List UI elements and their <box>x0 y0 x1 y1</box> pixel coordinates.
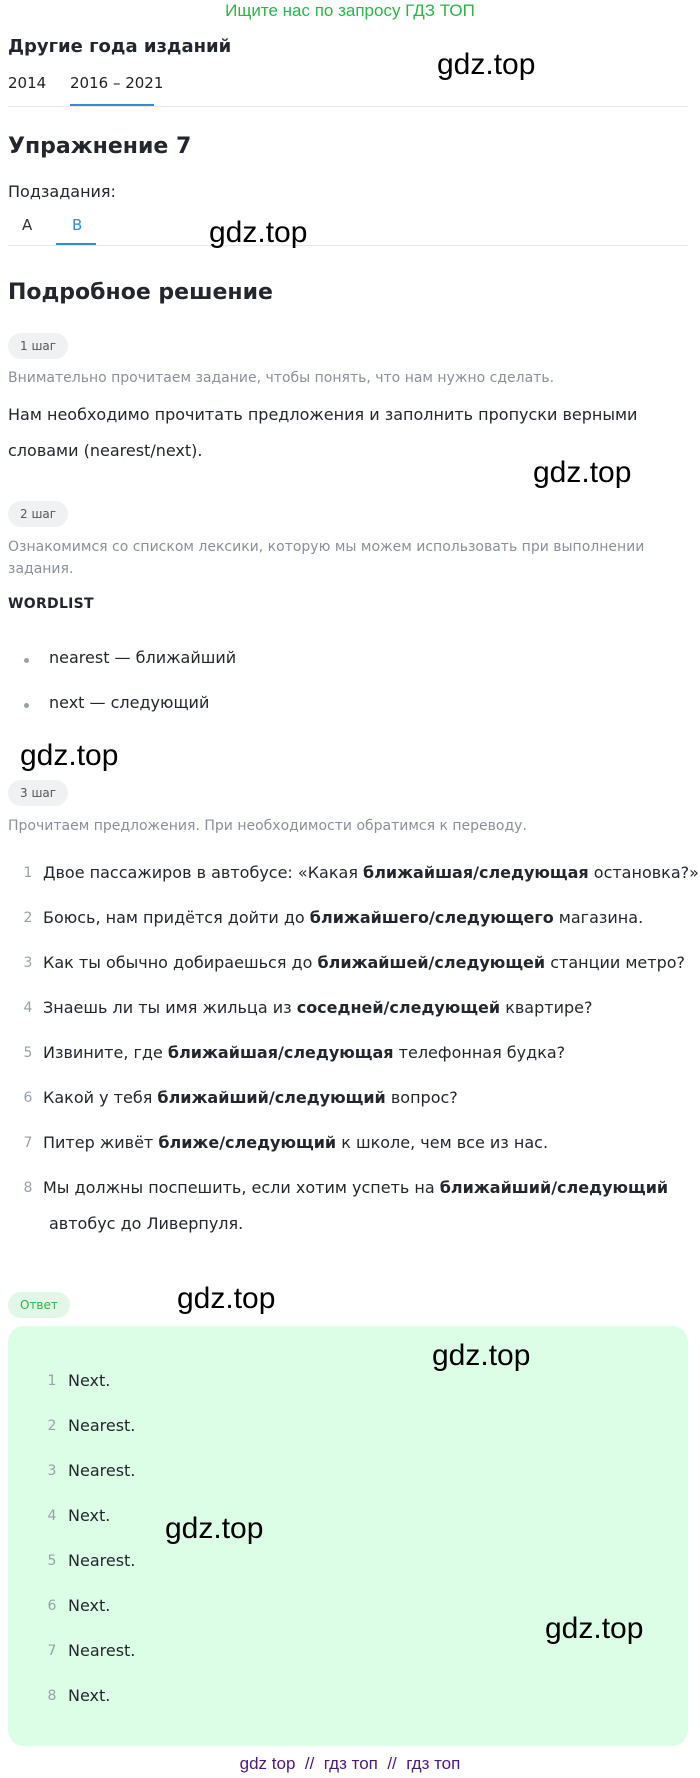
step-1-pill: 1 шаг <box>8 333 68 359</box>
answer-pill: Ответ <box>8 1292 70 1318</box>
search-banner[interactable]: Ищите нас по запросу ГДЗ ТОП <box>225 1 475 20</box>
watermark: gdz.top <box>165 1512 264 1545</box>
sentence-number: 2 <box>23 910 33 926</box>
watermark: gdz.top <box>533 456 632 489</box>
sentence-item: Извините, где ближайшая/следующая телефонная будка? <box>43 1043 566 1062</box>
answer-item: Nearest. <box>68 1551 136 1570</box>
answer-item: Next. <box>68 1506 111 1525</box>
sentence-number: 1 <box>23 865 33 881</box>
bullet-dot <box>24 703 29 708</box>
subtask-tab-b[interactable]: B <box>72 216 83 234</box>
sentence-number: 6 <box>23 1090 33 1106</box>
answer-item: Next. <box>68 1596 111 1615</box>
wordlist-item: next — следующий <box>49 693 210 712</box>
step-3-hint: Прочитаем предложения. При необходимости обратимся к переводу. <box>8 818 527 834</box>
answer-number: 5 <box>47 1553 57 1569</box>
bullet-dot <box>24 658 29 663</box>
answer-number: 3 <box>47 1463 57 1479</box>
step-3-pill: 3 шаг <box>8 780 68 806</box>
step-2-hint-line1: Ознакомимся со списком лексики, которую мы можем использовать при выполнении <box>8 539 645 555</box>
watermark: gdz.top <box>545 1612 644 1645</box>
solution-heading: Подробное решение <box>8 280 273 305</box>
sentence-item: Двое пассажиров в автобусе: «Какая ближайшая/следующая остановка?» <box>43 863 699 882</box>
watermark: gdz.top <box>20 739 119 772</box>
answer-number: 2 <box>47 1418 57 1434</box>
sentence-number: 3 <box>23 955 33 971</box>
sentence-number: 5 <box>23 1045 33 1061</box>
answer-number: 4 <box>47 1508 57 1524</box>
answer-number: 8 <box>47 1688 57 1704</box>
year-tab-2016-2021[interactable]: 2016 – 2021 <box>70 74 164 92</box>
step-2-hint-line2: задания. <box>8 561 74 577</box>
watermark: gdz.top <box>432 1339 531 1372</box>
year-tab-2014[interactable]: 2014 <box>8 74 47 92</box>
answer-item: Nearest. <box>68 1641 136 1660</box>
answer-item: Nearest. <box>68 1461 136 1480</box>
wordlist-heading: WORDLIST <box>8 596 94 612</box>
step-1-text-line2: словами (nearest/next). <box>8 441 203 460</box>
wordlist-item: nearest — ближайший <box>49 648 237 667</box>
answer-item: Nearest. <box>68 1416 136 1435</box>
watermark: gdz.top <box>177 1282 276 1315</box>
answer-number: 7 <box>47 1643 57 1659</box>
sentence-item-continuation: автобус до Ливерпуля. <box>49 1214 244 1233</box>
years-heading: Другие года изданий <box>8 36 232 57</box>
watermark: gdz.top <box>209 216 308 249</box>
sentence-number: 8 <box>23 1180 33 1196</box>
answer-number: 6 <box>47 1598 57 1614</box>
footer-links[interactable]: gdz top // гдз топ // гдз топ <box>239 1754 461 1773</box>
sentence-item: Как ты обычно добираешься до ближайшей/следующей станции метро? <box>43 953 686 972</box>
answer-item: Next. <box>68 1371 111 1390</box>
divider <box>8 106 688 107</box>
sentence-item: Знаешь ли ты имя жильца из соседней/следующей квартире? <box>43 998 593 1017</box>
sentence-item: Питер живёт ближе/следующий к школе, чем все из нас. <box>43 1133 549 1152</box>
step-1-text-line1: Нам необходимо прочитать предложения и заполнить пропуски верными <box>8 405 638 424</box>
watermark: gdz.top <box>437 48 536 81</box>
divider <box>8 245 688 246</box>
subtasks-label: Подзадания: <box>8 182 116 201</box>
sentence-item: Боюсь, нам придётся дойти до ближайшего/следующего магазина. <box>43 908 644 927</box>
sentence-number: 4 <box>23 1000 33 1016</box>
sentence-number: 7 <box>23 1135 33 1151</box>
answer-number: 1 <box>47 1373 57 1389</box>
subtask-tab-a[interactable]: A <box>22 216 33 234</box>
step-2-pill: 2 шаг <box>8 501 68 527</box>
sentence-item: Какой у тебя ближайший/следующий вопрос? <box>43 1088 458 1107</box>
sentence-item: Мы должны поспешить, если хотим успеть на ближайший/следующий <box>43 1178 669 1197</box>
answer-item: Next. <box>68 1686 111 1705</box>
exercise-title: Упражнение 7 <box>8 134 192 159</box>
step-1-hint: Внимательно прочитаем задание, чтобы понять, что нам нужно сделать. <box>8 370 555 386</box>
